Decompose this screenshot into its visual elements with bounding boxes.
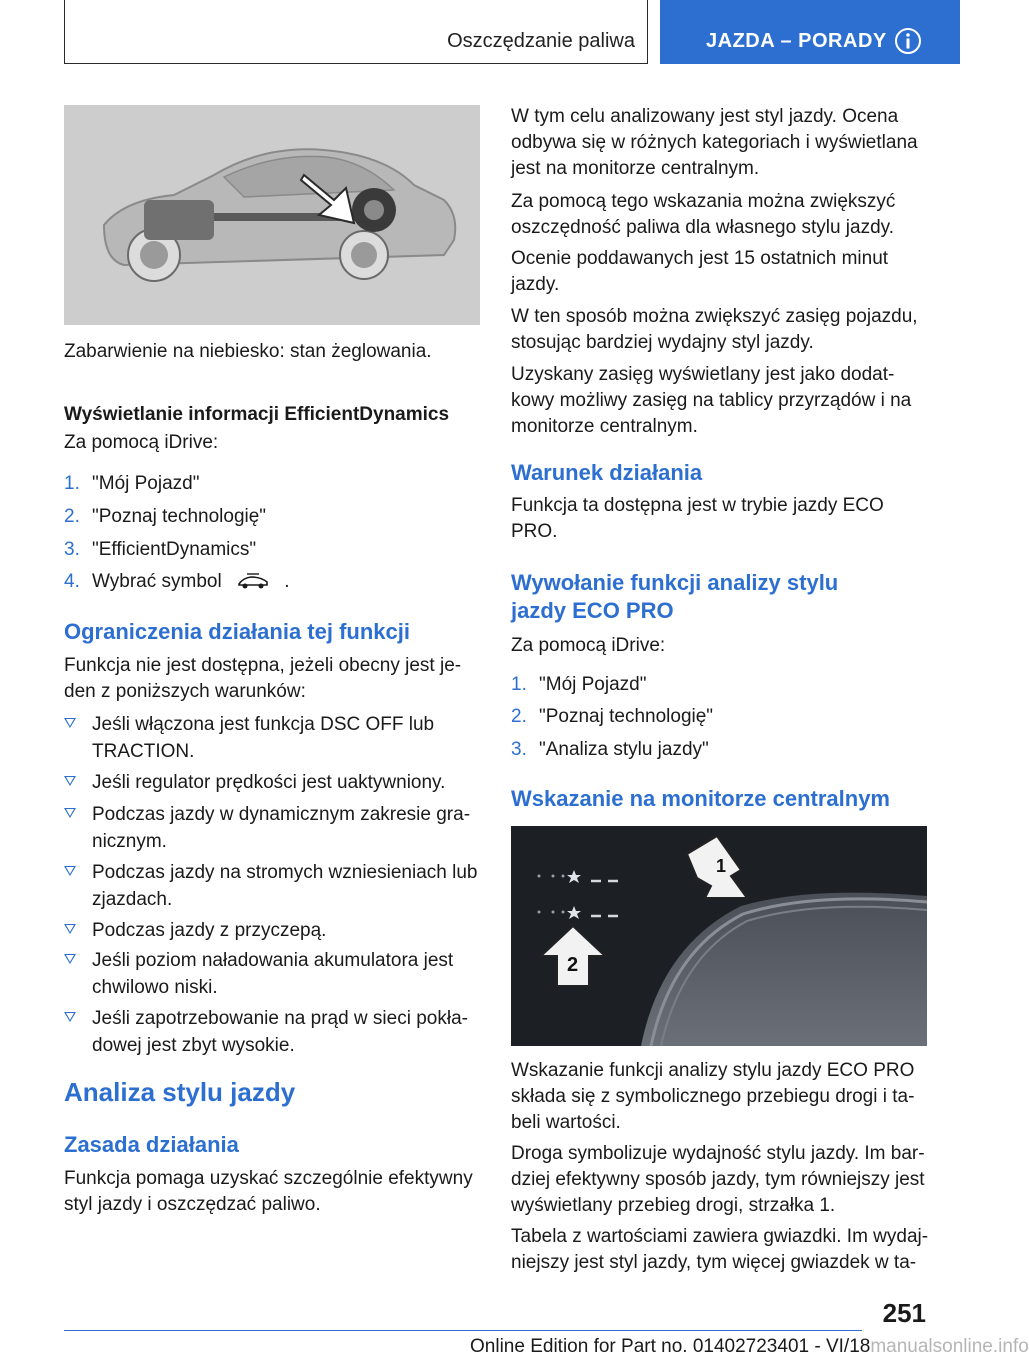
call-heading-line2: jazdy ECO PRO <box>511 598 674 623</box>
list-text: "EfficientDynamics" <box>92 539 257 560</box>
para6-line: beli wartości. <box>511 1112 621 1133</box>
list-text: "Mój Pojazd" <box>539 674 647 695</box>
bullet-text <box>92 917 480 944</box>
list-text: "Poznaj technologię" <box>539 706 714 727</box>
list-item <box>64 470 480 497</box>
triangle-bullet-icon <box>64 1012 76 1022</box>
para7-line: wyświetlany przebieg drogi, strzałka 1. <box>511 1195 836 1216</box>
para1-line: odbywa się w różnych kategoriach i wyświetlana <box>511 132 918 153</box>
efficientdynamics-car-icon <box>233 571 273 591</box>
site-watermark: manualsonline.info <box>870 1336 1029 1357</box>
bullet-line: zjazdach. <box>92 889 173 910</box>
triangle-bullet-icon <box>64 718 76 728</box>
para4-line: W ten sposób można zwiększyć zasięg pojazdu, <box>511 306 918 327</box>
car-drawing-icon <box>64 105 480 325</box>
para6-line: składa się z symbolicznego przebiegu drogi i ta- <box>511 1086 915 1107</box>
monitor-display-illustration <box>511 826 927 1046</box>
para3-line: jazdy. <box>511 274 560 295</box>
bullet-line: chwilowo niski. <box>92 977 218 998</box>
list-text <box>92 568 290 595</box>
bullet-line: Podczas jazdy w dynamicznym zakresie gra- <box>92 804 471 825</box>
call-heading-line1: Wywołanie funkcji analizy stylu <box>511 570 839 595</box>
chapter-label: JAZDA – PORADY <box>706 30 887 52</box>
chapter-tab[interactable] <box>660 0 960 64</box>
limits-intro-line1: Funkcja nie jest dostępna, jeżeli obecny jest je- <box>64 655 462 676</box>
display-intro: Za pomocą iDrive: <box>64 432 219 453</box>
bullet-text <box>92 859 480 913</box>
triangle-bullet-icon <box>64 924 76 934</box>
bullet-line: Jeśli włączona jest funkcja DSC OFF lub <box>92 714 435 735</box>
bullet-line: Jeśli zapotrzebowanie na prąd w sieci pokła- <box>92 1008 468 1029</box>
list-number: 2. <box>64 506 80 527</box>
info-icon[interactable] <box>894 27 922 55</box>
condition-line: Funkcja ta dostępna jest w trybie jazdy ECO <box>511 495 884 516</box>
para8-line: niejszy jest styl jazdy, tym więcej gwiazdek w ta- <box>511 1252 917 1273</box>
triangle-bullet-icon <box>64 954 76 964</box>
para3-line: Ocenie poddawanych jest 15 ostatnich minut <box>511 248 889 269</box>
bullet-text <box>92 801 480 855</box>
para1-line: W tym celu analizowany jest styl jazdy. Ocena <box>511 106 899 127</box>
list-number: 3. <box>511 739 527 760</box>
figure-caption: Zabarwienie na niebiesko: stan żeglowania. <box>64 341 432 362</box>
bullet-line: dowej jest zbyt wysokie. <box>92 1035 295 1056</box>
para7-line: Droga symbolizuje wydajność stylu jazdy. Im bar- <box>511 1143 925 1164</box>
para5-line: Uzyskany zasięg wyświetlany jest jako dodat- <box>511 364 895 385</box>
footer-divider <box>64 1330 862 1331</box>
para2-line: Za pomocą tego wskazania można zwiększyć <box>511 191 896 212</box>
analysis-heading: Analiza stylu jazdy <box>64 1077 296 1107</box>
list-item <box>511 671 931 698</box>
para5-line: kowy możliwy zasięg na tablicy przyrządów i na <box>511 390 912 411</box>
page-header <box>0 0 960 66</box>
para2-line: oszczędność paliwa dla własnego stylu jazdy. <box>511 217 895 238</box>
condition-line: PRO. <box>511 521 558 542</box>
monitor-heading: Wskazanie na monitorze centralnym <box>511 786 890 811</box>
arrow-label-1: 1 <box>716 856 727 876</box>
footer-edition <box>470 1336 1029 1358</box>
list-text: "Poznaj technologię" <box>92 506 267 527</box>
call-intro: Za pomocą iDrive: <box>511 635 666 656</box>
para5-line: monitorze centralnym. <box>511 416 698 437</box>
bullet-text <box>92 1005 480 1059</box>
para1-line: jest na monitorze centralnym. <box>511 158 760 179</box>
list-item <box>511 736 931 763</box>
list-text: "Analiza stylu jazdy" <box>539 739 709 760</box>
car-illustration <box>64 105 480 325</box>
bullet-text <box>92 711 480 765</box>
page-number: 251 <box>882 1298 926 1328</box>
condition-heading: Warunek działania <box>511 460 703 485</box>
principle-line1: Funkcja pomaga uzyskać szczególnie efektywny <box>64 1168 473 1189</box>
list-number: 3. <box>64 539 80 560</box>
arrow-label-2: 2 <box>567 954 579 976</box>
para6-line: Wskazanie funkcji analizy stylu jazdy ECO PRO <box>511 1060 915 1081</box>
list-item <box>511 703 931 730</box>
step-text: Wybrać symbol <box>92 571 222 592</box>
list-number: 1. <box>64 473 80 494</box>
principle-heading: Zasada działania <box>64 1132 239 1157</box>
step-suffix: . <box>284 571 290 592</box>
display-heading: Wyświetlanie informacji EfficientDynamics <box>64 404 450 425</box>
bullet-line: Podczas jazdy na stromych wzniesieniach lub <box>92 862 478 883</box>
para4-line: stosując bardziej wydajny styl jazdy. <box>511 332 814 353</box>
section-title: Oszczędzanie paliwa <box>447 30 635 52</box>
para7-line: dziej efektywny sposób jazdy, tym równiejszy jest <box>511 1169 925 1190</box>
limits-intro-line2: den z poniższych warunków: <box>64 681 306 702</box>
bullet-line: nicznym. <box>92 831 167 852</box>
bullet-line: Jeśli poziom naładowania akumulatora jest <box>92 950 454 971</box>
triangle-bullet-icon <box>64 776 76 786</box>
list-text: "Mój Pojazd" <box>92 473 200 494</box>
principle-line2: styl jazdy i oszczędzać paliwo. <box>64 1194 321 1215</box>
list-number: 1. <box>511 674 527 695</box>
list-item <box>64 568 480 595</box>
edition-text: Online Edition for Part no. 01402723401 - VI/18 <box>470 1336 871 1357</box>
para8-line: Tabela z wartościami zawiera gwiazdki. Im wydaj- <box>511 1226 929 1247</box>
bullet-line: Jeśli regulator prędkości jest uaktywniony. <box>92 772 446 793</box>
list-item <box>64 503 480 530</box>
bullet-line: Podczas jazdy z przyczepą. <box>92 920 327 941</box>
bullet-text <box>92 769 480 796</box>
list-number: 2. <box>511 706 527 727</box>
bullet-text <box>92 947 480 1001</box>
triangle-bullet-icon <box>64 866 76 876</box>
list-number: 4. <box>64 571 80 592</box>
section-tab <box>64 0 648 64</box>
triangle-bullet-icon <box>64 808 76 818</box>
limits-heading: Ograniczenia działania tej funkcji <box>64 619 410 644</box>
bullet-line: TRACTION. <box>92 741 195 762</box>
list-item <box>64 536 480 563</box>
